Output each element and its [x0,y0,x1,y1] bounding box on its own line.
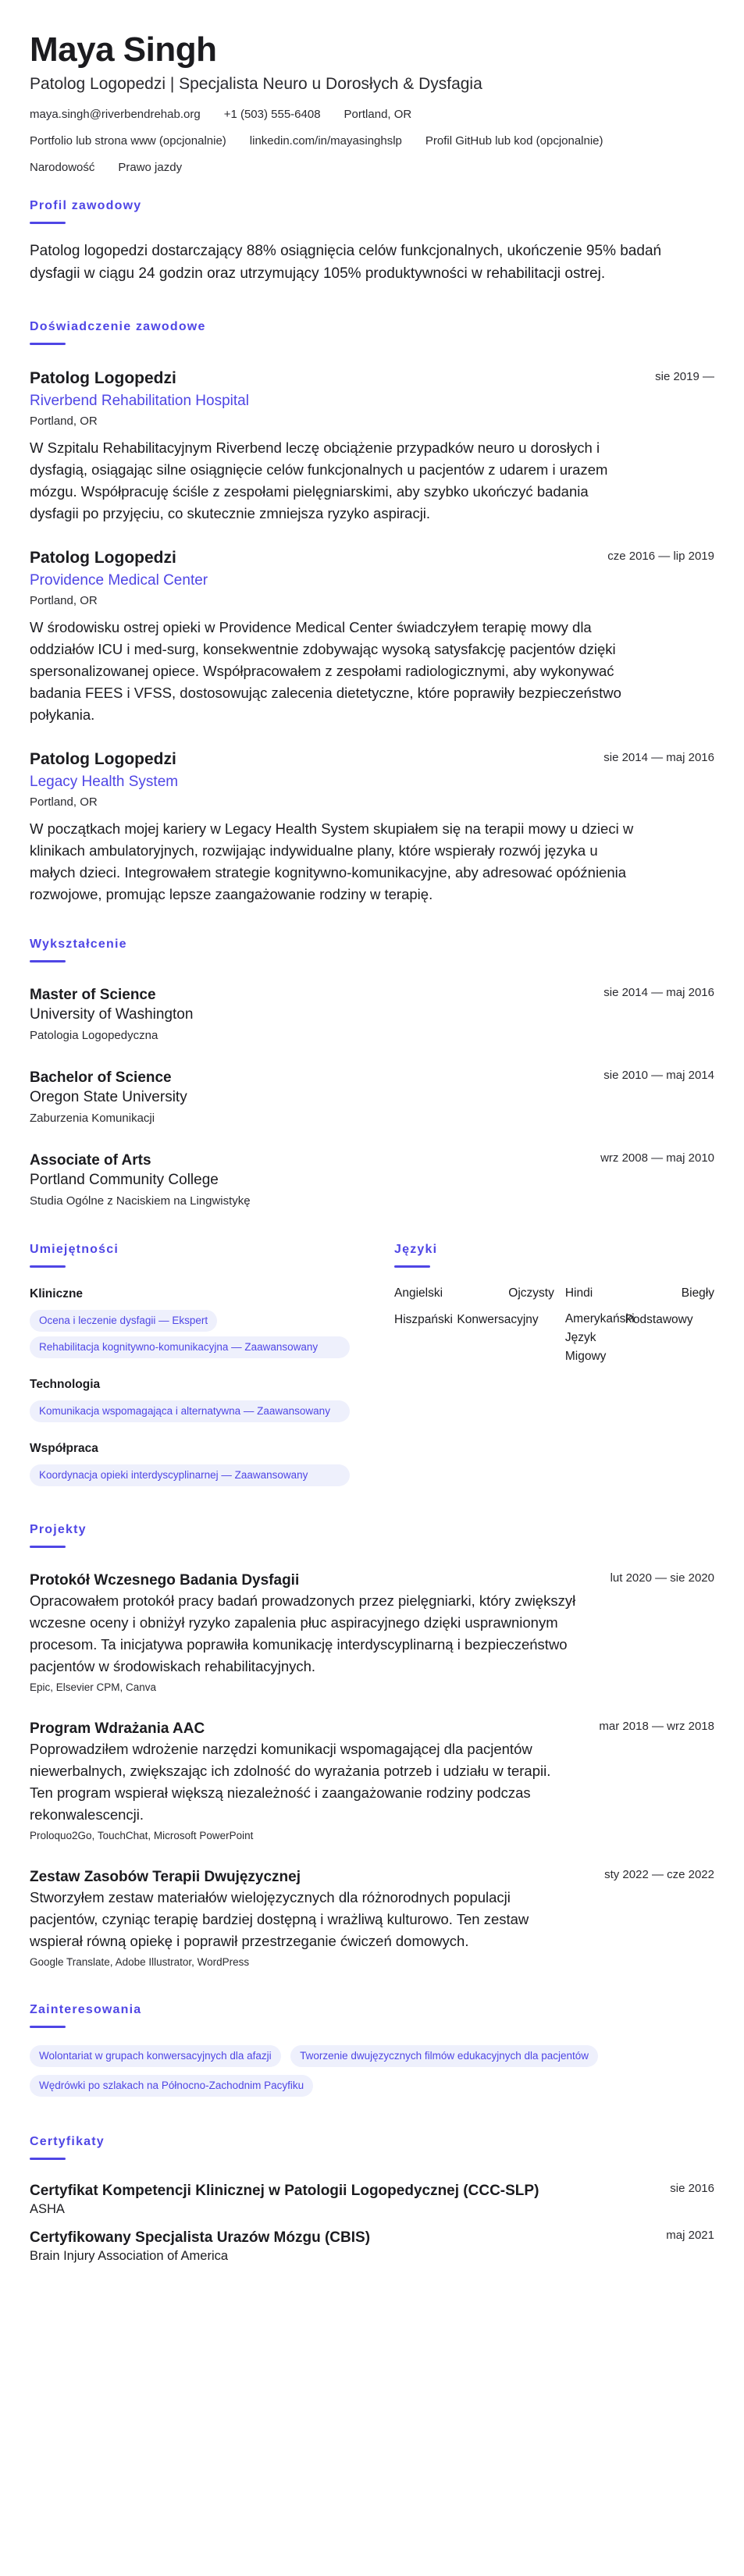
contact-info [30,108,714,175]
education-date: wrz 2008 — maj 2010 [600,1151,714,1165]
education-date: sie 2014 — maj 2016 [603,986,714,999]
languages-grid [394,1286,714,1366]
section-divider [30,960,66,962]
skill-category: Kliniczne [30,1287,84,1300]
interest-tag: Wolontariat w grupach konwersacyjnych dla afazji [30,2045,281,2067]
job-description: W początkach mojej kariery w Legacy Health System skupiałem się na terapii mowy u dzieci w klinikach ambulatoryjnych, rozwijając indywidualne plany, które wspierały rozwój języka u małych dzieci. Integrowałem strategie kognitywno-komunikacyjne, aby adresować opóźnienia rozwojowe, promując lepsze zaangażowanie rodziny w terapię. [30,820,634,902]
certificate-entry [30,2182,714,2218]
section-divider [30,1265,66,1268]
job-company: Riverbend Rehabilitation Hospital [30,393,249,409]
job-title: Patolog Logopedzi [30,750,176,768]
section-title: Projekty [30,1523,87,1536]
projects-section [30,1522,714,1971]
phone-link[interactable]: +1 (503) 555-6408 [223,108,321,121]
project-date: mar 2018 — wrz 2018 [599,1720,714,1733]
interest-tags [30,2045,714,2105]
job-location: Portland, OR [30,795,98,809]
job-date: cze 2016 — lip 2019 [607,550,714,563]
skill-tag: Rehabilitacja kognitywno-komunikacyjna — Zaawansowany [30,1336,350,1358]
language-name: Hiszpański [394,1313,453,1326]
education-entry [30,986,714,1045]
job-entry [30,368,714,525]
job-date: sie 2014 — maj 2016 [603,751,714,764]
project-tools: Google Translate, Adobe Illustrator, WordPress [30,1956,250,1968]
education-field: Patologia Logopedyczna [30,1029,158,1042]
education-school: Oregon State University [30,1089,187,1105]
section-title: Języki [394,1243,438,1256]
project-date: sty 2022 — cze 2022 [604,1868,714,1881]
section-title: Zainteresowania [30,2003,142,2016]
contact-row [30,108,714,122]
education-degree: Master of Science [30,987,156,1003]
education-section [30,937,714,1211]
job-entry [30,749,714,906]
education-date: sie 2010 — maj 2014 [603,1069,714,1082]
project-title: Program Wdrażania AAC [30,1720,205,1737]
language-name: Amerykański Język Migowy [564,1312,635,1363]
skill-tag: Ocena i leczenie dysfagii — Ekspert [30,1310,217,1332]
section-divider [30,222,66,224]
interest-tag: Tworzenie dwujęzycznych filmów edukacyjnych dla pacjentów [290,2045,598,2067]
certificates-section [30,2134,714,2265]
certificate-date: sie 2016 [670,2182,714,2195]
skill-category: Technologia [30,1378,101,1391]
candidate-headline: Patolog Logopedzi | Specjalista Neuro u Dorosłych & Dysfagia [30,75,482,93]
language-level: Biegły [681,1286,714,1300]
skill-tags [30,1310,368,1358]
contact-row [30,134,714,148]
skill-tag: Komunikacja wspomagająca i alternatywna — Zaawansowany [30,1400,350,1422]
certificate-entry [30,2229,714,2265]
driving-license-text: Prawo jazdy [118,161,183,174]
project-entry [30,1720,714,1845]
section-title: Wykształcenie [30,938,127,951]
profile-section [30,198,714,285]
certificate-issuer: Brain Injury Association of America [30,2249,229,2263]
project-description: Stworzyłem zestaw materiałów wielojęzycznych dla różnorodnych populacji pacjentów, czyniąc terapię bardziej dostępną i wrażliwą kulturowo. Ten zestaw wspierał równą opiekę i poprawił przestrzeganie ćwiczeń domowych. [30,1889,529,1949]
languages-section [394,1242,714,1491]
section-divider [394,1265,430,1268]
project-tools: Epic, Elsevier CPM, Canva [30,1681,157,1693]
education-field: Studia Ogólne z Naciskiem na Lingwistykę [30,1194,251,1208]
skill-category: Współpraca [30,1442,98,1455]
skills-languages-row [30,1242,714,1491]
education-field: Zaburzenia Komunikacji [30,1112,155,1125]
skill-tag: Koordynacja opieki interdyscyplinarnej — Zaawansowany [30,1464,350,1486]
section-divider [30,2026,66,2028]
project-entry [30,1571,714,1696]
job-description: W środowisku ostrej opieki w Providence Medical Center świadczyłem terapię mowy dla oddziałów ICU i med-surg, konsekwentnie zdobywając wysoką satysfakcję pacjentów dzięki spersonalizowanej opiece. Współpracowałem z zespołami radiologicznymi, aby wykonywać badania FEES i VFSS, dostosowując zalecenia dietetyczne, które poprawiły bezpieczeństwo połykania. [30,619,621,723]
portfolio-link[interactable]: Portfolio lub strona www (opcjonalnie) [30,134,226,148]
education-school: Portland Community College [30,1172,219,1188]
certificate-issuer: ASHA [30,2202,65,2216]
job-entry [30,548,714,726]
project-description: Opracowałem protokół pracy badań prowadzonych przez pielęgniarki, który zwiększył wczesne oceny i obniżył ryzyko zapalenia płuc aspiracyjnego dzięki usprawnionym procesom. Ta inicjatywa poprawiła komunikację interdyscyplinarną i bezpieczeństwo pacjentów w środowiskach rehabilitacyjnych. [30,1592,576,1674]
section-divider [30,1546,66,1548]
project-description: Poprowadziłem wdrożenie narzędzi komunikacji wspomagającej dla pacjentów niewerbalnych, zwiększając ich zdolność do wyrażania potrzeb i udziału w terapii. Ten program wspierał większą niezależność i zaangażowanie rodziny podczas rekonwalescencji. [30,1741,551,1823]
interest-tag: Wędrówki po szlakach na Północno-Zachodnim Pacyfiku [30,2075,313,2097]
job-company: Providence Medical Center [30,572,208,589]
certificate-date: maj 2021 [666,2229,714,2242]
project-title: Zestaw Zasobów Terapii Dwujęzycznej [30,1869,301,1885]
email-link[interactable]: maya.singh@riverbendrehab.org [30,108,201,121]
skill-tags [30,1400,368,1422]
nationality-text: Narodowość [30,161,95,174]
job-description: W Szpitalu Rehabilitacyjnym Riverbend leczę obciążenie przypadków neuro u dorosłych i dysfagią, osiągając silne osiągnięcie celów funkcjonalnych u pacjentów z udarem i urazem mózgu. Współpracuję ściśle z zespołami pielęgniarskimi, aby szybko ukończyć badania dysfagii po przyjęciu, co skutecznie zmniejsza ryzyko aspiracji. [30,439,608,521]
section-title: Certyfikaty [30,2135,105,2148]
section-title: Umiejętności [30,1243,119,1256]
section-divider [30,343,66,345]
job-date: sie 2019 — [655,370,714,383]
resume-header [30,30,714,175]
language-level: Konwersacyjny [457,1313,539,1326]
github-link[interactable]: Profil GitHub lub kod (opcjonalnie) [425,134,603,148]
skills-section [30,1242,368,1491]
job-title: Patolog Logopedzi [30,369,176,387]
language-name: Angielski [394,1286,443,1300]
experience-section [30,319,714,906]
language-level: Podstawowy [625,1313,693,1326]
education-entry [30,1151,714,1211]
language-name: Hindi [564,1286,593,1300]
profile-summary: Patolog logopedzi dostarczający 88% osiągnięcia celów funkcjonalnych, ukończenie 95% badań dysfagii w ciągu 24 godzin oraz utrzymujący 105% produktywności w rehabilitacji ostrej. [30,243,662,282]
project-date: lut 2020 — sie 2020 [610,1571,714,1585]
contact-row [30,161,714,175]
location-text: Portland, OR [344,108,412,121]
section-title: Profil zawodowy [30,199,142,212]
candidate-name: Maya Singh [30,30,217,69]
education-degree: Bachelor of Science [30,1069,172,1086]
education-degree: Associate of Arts [30,1152,151,1169]
project-title: Protokół Wczesnego Badania Dysfagii [30,1572,300,1589]
job-title: Patolog Logopedzi [30,549,176,567]
certificate-title: Certyfikat Kompetencji Klinicznej w Patologii Logopedycznej (CCC-SLP) [30,2183,539,2199]
job-company: Legacy Health System [30,774,179,790]
section-title: Doświadczenie zawodowe [30,320,206,333]
linkedin-link[interactable]: linkedin.com/in/mayasinghslp [249,134,402,148]
language-level: Ojczysty [508,1286,554,1300]
project-tools: Proloquo2Go, TouchChat, Microsoft PowerPoint [30,1830,254,1841]
skill-tags [30,1464,368,1486]
job-location: Portland, OR [30,594,98,607]
certificate-title: Certyfikowany Specjalista Urazów Mózgu (CBIS) [30,2229,371,2246]
education-entry [30,1069,714,1128]
project-entry [30,1868,714,1971]
job-location: Portland, OR [30,415,98,428]
interests-section [30,2002,714,2105]
section-divider [30,2158,66,2160]
education-school: University of Washington [30,1006,194,1023]
